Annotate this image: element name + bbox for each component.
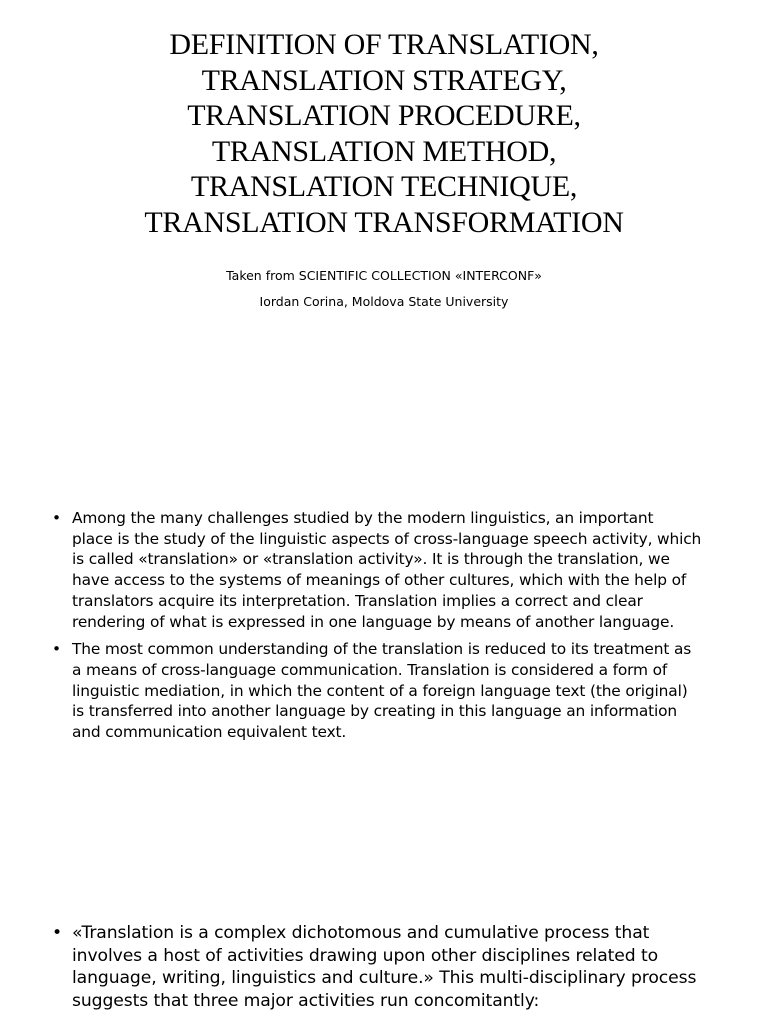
text-line: a means of cross-language communication. Translation is considered a form of (72, 660, 668, 679)
text-line: Among the many challenges studied by the modern linguistics, an important (72, 509, 654, 527)
title-line: TRANSLATION PROCEDURE, (187, 99, 581, 132)
text-line: place is the study of the linguistic aspects of cross-language speech activity, which (72, 529, 702, 548)
bullet-dot-icon: • (52, 640, 61, 659)
bullet-list-section-1 (0, 508, 768, 750)
text-line: translators acquire its interpretation. Translation implies a correct and clear (72, 591, 643, 610)
text-line: is transferred into another language by creating in this language an information (72, 702, 678, 721)
bullet-dot-icon: • (52, 509, 61, 527)
text-line: The most common understanding of the translation is reduced to its treatment as (72, 640, 692, 659)
text-line: «Translation is a complex dichotomous and cumulative process that (72, 923, 650, 943)
bullet-list-section-2 (0, 922, 768, 1012)
title-line: TRANSLATION TRANSFORMATION (144, 205, 624, 239)
bullet-item (0, 639, 768, 743)
bullet-text (72, 508, 728, 632)
text-line: rendering of what is expressed in one language by means of another language. (72, 612, 675, 631)
text-line: involves a host of activities drawing upon other disciplines related to (72, 945, 658, 966)
bullet-text (72, 922, 728, 1012)
text-line: linguistic mediation, in which the content of a foreign language text (the original) (72, 681, 688, 700)
bullet-text (72, 639, 728, 743)
bullet-item (0, 922, 768, 1012)
page-title (0, 27, 768, 240)
author-credit: Iordan Corina, Moldova State University (259, 294, 509, 309)
bullet-item (0, 508, 768, 632)
title-line: TRANSLATION STRATEGY, (201, 63, 567, 97)
title-line: TRANSLATION METHOD, (211, 134, 557, 168)
text-line: language, writing, linguistics and culture.» This multi-disciplinary process (72, 968, 697, 989)
text-line: and communication equivalent text. (72, 723, 347, 742)
text-line: have access to the systems of meanings of other cultures, which with the help of (72, 571, 687, 590)
text-line: suggests that three major activities run concomitantly: (72, 990, 540, 1011)
text-line: is called «translation» or «translation activity». It is through the translation, we (72, 550, 670, 569)
title-line: TRANSLATION TECHNIQUE, (190, 170, 578, 203)
source-credit: Taken from SCIENTIFIC COLLECTION «INTERCONF» (226, 268, 542, 283)
bullet-dot-icon: • (52, 923, 63, 943)
title-line: DEFINITION OF TRANSLATION, (169, 28, 599, 61)
